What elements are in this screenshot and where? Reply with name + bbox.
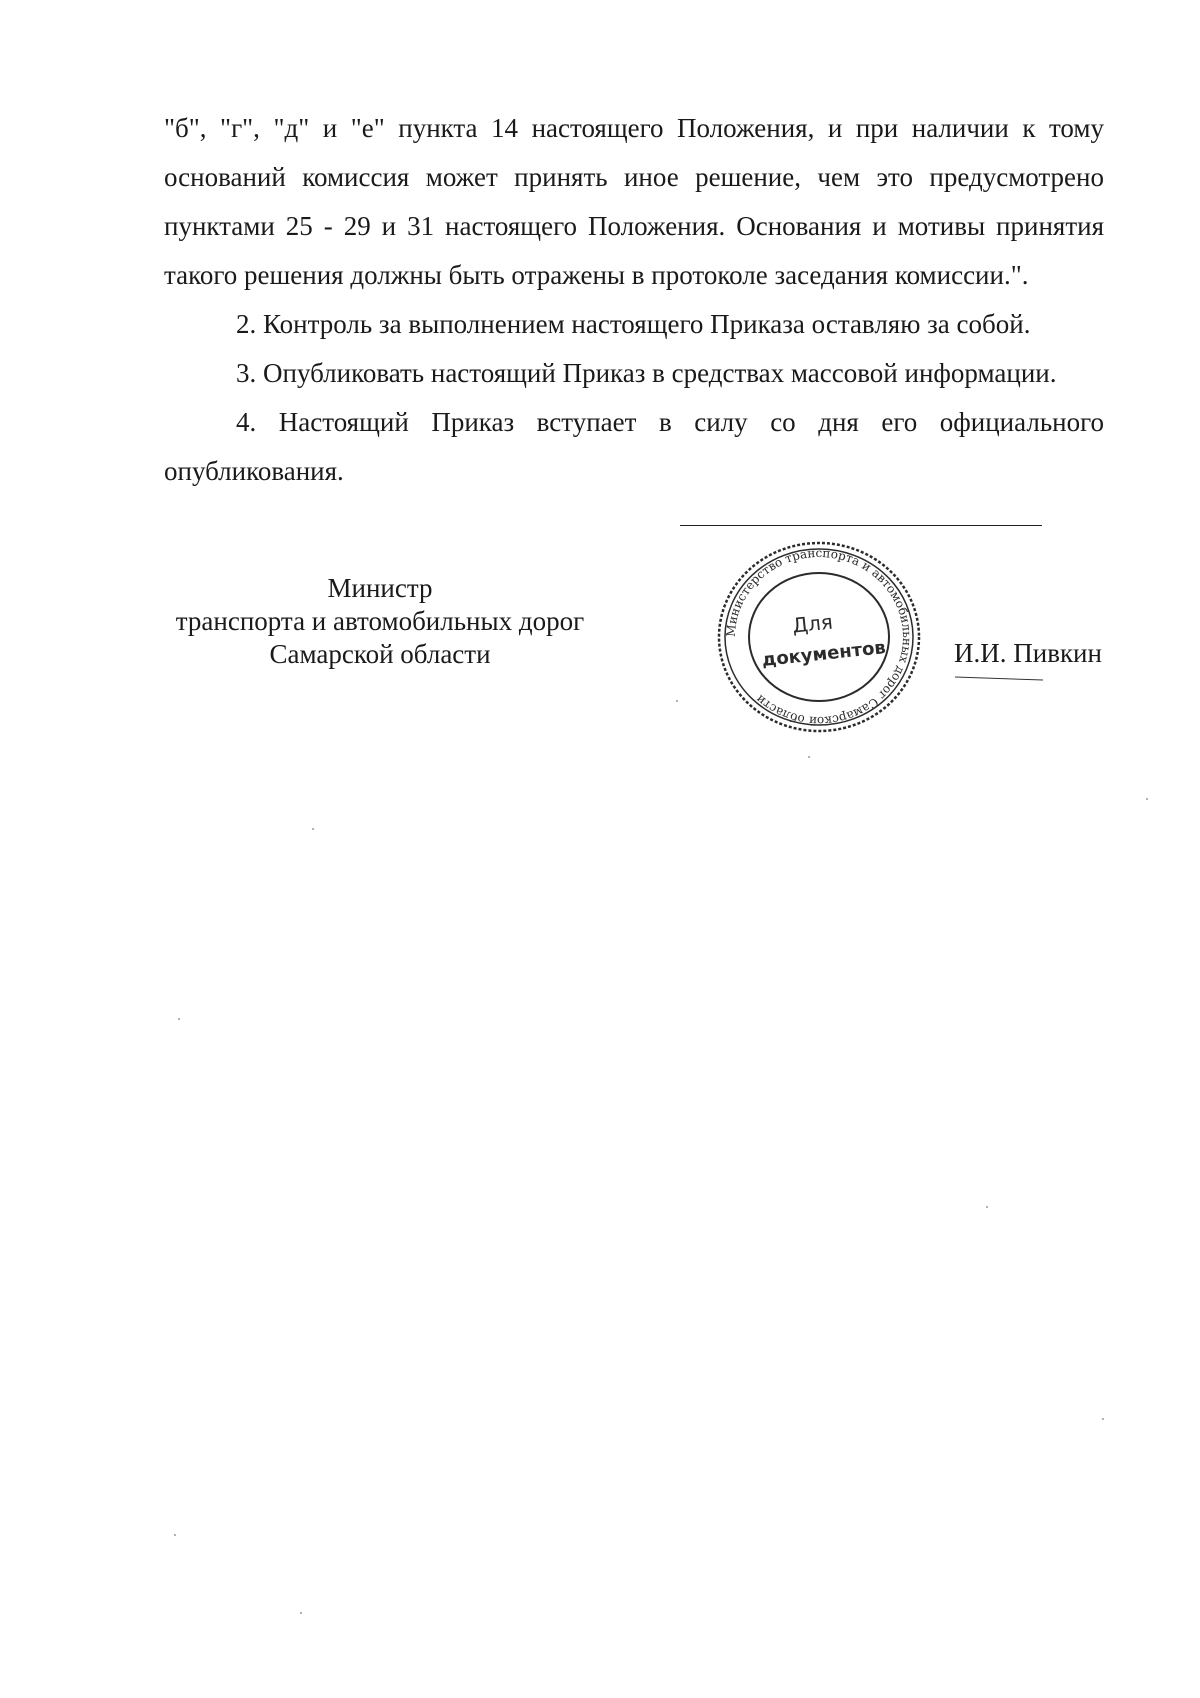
signatory-name: И.И. Пивкин — [954, 638, 1102, 668]
position-line-1: Министр — [327, 573, 433, 603]
item-2: 2. Контроль за выполнением настоящего Приказа оставляю за собой. — [236, 309, 1031, 339]
signature-stroke — [955, 676, 1043, 680]
official-seal — [714, 538, 924, 736]
document-body — [164, 104, 1104, 496]
position-line-3: Самарской области — [269, 639, 491, 669]
continuation-paragraph: "б", "г", "д" и "е" пункта 14 настоящего Положения, и при наличии к тому оснований комиссия может принять иное решение, чем это предусмотрено пунктами 25 - 29 и 31 настоящего Положения. Основания и мотивы принятия такого решения должны быть отражены в протоколе заседания комиссии.". — [164, 113, 1104, 290]
signatory-position — [150, 572, 610, 671]
position-line-2: транспорта и автомобильных дорог — [175, 606, 585, 636]
item-3: 3. Опубликовать настоящий Приказ в средствах массовой информации. — [236, 358, 1057, 388]
seal-ring-text: Министерство транспорта и автомобильных дорог Самарской области — [723, 545, 915, 729]
item-4: 4. Настоящий Приказ вступает в силу со дня его официального опубликования. — [164, 407, 1104, 486]
stamp-top-rule — [680, 525, 1042, 526]
seal-center-line-2: документов — [760, 637, 887, 672]
seal-center-line-1: Для — [791, 609, 834, 638]
